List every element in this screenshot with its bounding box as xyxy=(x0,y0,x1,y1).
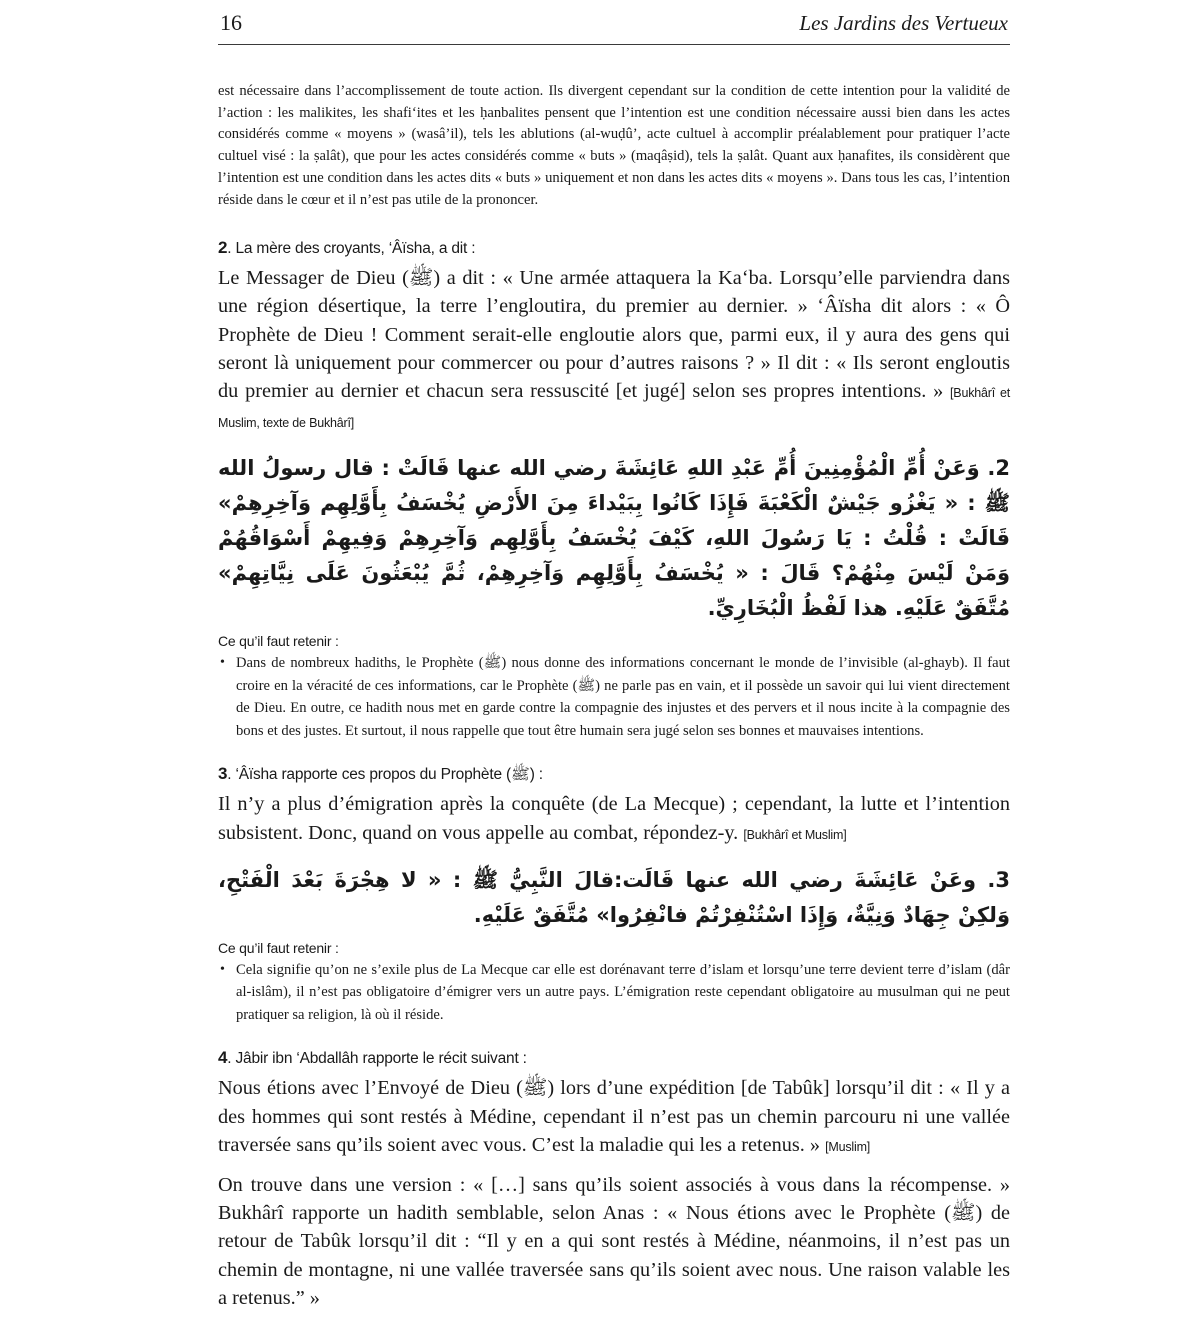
hadith-heading xyxy=(218,764,1010,785)
hadith-heading xyxy=(218,238,1010,259)
hadith-source: [Bukhârî et Muslim, texte de Bukhârî] xyxy=(218,386,1011,431)
hadith-translation-text: Il n’y a plus d’émigration après la conquête (de La Mecque) ; cependant, la lutte et l’intention subsistent. Donc, quand on vous appelle au combat, répondez-y. xyxy=(218,793,1010,844)
retain-label: Ce qu’il faut retenir : xyxy=(218,633,339,650)
hadith-extra-paragraph: On trouve dans une version : « […] sans qu’ils soient associés à vous dans la récompense. » Bukhârî rapporte un hadith semblable, selon Anas : « Nous étions avec le Prophète (ﷺ) de retour de Tabûk lorsqu’il dit : “Il y en a qui sont restés à Médine, néanmoins, il n’est pas un chemin de montagne, ni une vallée traversée sans qu’ils soient avec nous. Une raison valable les a retenus.” » xyxy=(218,1173,1010,1309)
hadith-heading-text: . Jâbir ibn ‘Abdallâh rapporte le récit suivant : xyxy=(227,1050,527,1068)
hadith-3 xyxy=(218,764,1010,1026)
bullet-icon: • xyxy=(220,655,225,671)
hadith-number: 4 xyxy=(218,1048,228,1068)
hadith-translation-text: Nous étions avec l’Envoyé de Dieu (ﷺ) lors d’une expédition [de Tabûk] lorsqu’il dit : « Il y a des hommes qui sont restés à Médine, cependant il n’est pas un chemin parcouru ni une vallée traversée sans qu’ils soient avec vous. C’est la maladie qui les a retenus. » xyxy=(218,1077,1010,1156)
page-number: 16 xyxy=(220,10,242,35)
retain-point-text: Cela signifie qu’on ne s’exile plus de La Mecque car elle est dorénavant terre d’islam et lorsqu’une terre devient terre d’islam (dâr al-islâm), il n’est pas obligatoire d’émigrer vers un autre pays. L’émigration reste cependant obligatoire au musulman qui ne peut pratiquer sa religion, là où il réside. xyxy=(236,961,1010,1023)
running-header xyxy=(218,4,1010,45)
book-page xyxy=(218,0,1010,1312)
hadith-heading xyxy=(218,1048,1010,1069)
book-title: Les Jardins des Vertueux xyxy=(799,11,1008,35)
retain-point xyxy=(218,959,1010,1027)
hadith-translation xyxy=(218,264,1010,437)
hadith-heading-text: . La mère des croyants, ‘Âïsha, a dit : xyxy=(227,240,476,258)
retain-point-text: Dans de nombreux hadiths, le Prophète (ﷺ) nous donne des informations concernant le monde de l’invisible (al-ghayb). Il faut croire en la véracité de ces informations, car le Prophète (ﷺ) ne parle pas en vain, et il possède un savoir qui lui vient directement de Dieu. En outre, ce hadith nous met en garde contre la compagnie des injustes et des pervers et il nous incite à la compagnie des bons et des justes. Et surtout, il nous rappelle que tout être humain sera jugé selon ses bonnes et mauvaises intentions. xyxy=(236,655,1010,739)
hadith-translation-text: Le Messager de Dieu (ﷺ) a dit : « Une armée attaquera la Ka‘ba. Lorsqu’elle parviendra dans une région désertique, la terre l’engloutira, du premier au dernier. » ‘Âïsha dit alors : « Ô Prophète de Dieu ! Comment serait-elle engloutie alors que, parmi eux, il y aura des gens qui seront là uniquement pour commercer ou pour d’autres raisons ? » Il dit : « Ils seront engloutis du premier au dernier et chacun sera ressuscité [et jugé] selon ses propres intentions. » xyxy=(218,267,1010,403)
hadith-translation xyxy=(218,1074,1010,1161)
retain-label: Ce qu’il faut retenir : xyxy=(218,939,339,956)
hadith-2 xyxy=(218,238,1010,742)
hadith-translation xyxy=(218,790,1010,848)
hadith-source: [Bukhârî et Muslim] xyxy=(743,827,847,842)
hadith-number: 3 xyxy=(218,764,228,784)
hadith-arabic: 2. وَعَنْ أُمِّ الْمُؤْمِنِينَ أُمِّ عَبْدِ اللهِ عَائِشَةَ رضي الله عنها قَالَتْ : قال رسولُ الله ﷺ : « يَغْزُو جَيْشٌ الْكَعْبَةَ فَإِذَا كَانُوا بِبَيْداءَ مِنَ الأَرْضِ يُخْسَفُ بِأَوَّلِهِم وَآخِرِهِمْ» قَالَتْ : قُلْتُ : يَا رَسُولَ اللهِ، كَيْفَ يُخْسَفُ بِأَوَّلِهِم وَآخِرِهِمْ وَفِيهِمْ أَسْوَاقُهُمْ وَمَنْ لَيْسَ مِنْهُمْ؟ قَالَ : « يُخْسَفُ بِأَوَّلِهِم وَآخِرِهِمْ، ثُمَّ يُبْعَثُونَ عَلَى نِيَّاتِهِمْ» مُتَّفَقٌ عَلَيْهِ. هذا لَفْظُ الْبُخَارِيِّ. xyxy=(218,456,1010,621)
intro-note: est nécessaire dans l’accomplissement de toute action. Ils divergent cependant sur la condition de cette intention pour la validité de l’action : les malikites, les shafi‘ites et les ḥanbalites pensent que l’intention est une condition nécessaire aussi bien dans les actes considérés comme « moyens » (wasâ’il), tels les ablutions (al-wuḍû’, acte cultuel à accomplir préalablement pour pratiquer l’acte cultuel visé : la ṣalât), que pour les actes considérés comme « buts » (maqâṣid), tels la ṣalât. Quant aux ḥanafites, ils considèrent que l’intention est une condition dans les actes dits « buts » uniquement et non dans les actes dits « moyens ». Dans tous les cas, l’intention réside dans le cœur et il n’est pas utile de la prononcer. xyxy=(218,83,1010,208)
hadith-arabic: 3. وعَنْ عَائِشَةَ رضي الله عنها قَالَت:قالَ النَّبِيُّ ﷺ : « لا هِجْرَةَ بَعْدَ الْفَتْحِ، وَلكِنْ جِهَادٌ وَنِيَّةٌ، وَإِذَا اسْتُنْفِرْتُمْ فانْفِرُوا» مُتَّفَقٌ عَلَيْهِ. xyxy=(218,867,1010,927)
retain-point xyxy=(218,652,1010,742)
hadith-4 xyxy=(218,1048,1010,1312)
hadith-source: [Muslim] xyxy=(825,1139,871,1154)
bullet-icon: • xyxy=(220,961,225,977)
hadith-number: 2 xyxy=(218,238,228,258)
hadith-heading-text: . ‘Âïsha rapporte ces propos du Prophète (ﷺ) : xyxy=(227,766,543,784)
